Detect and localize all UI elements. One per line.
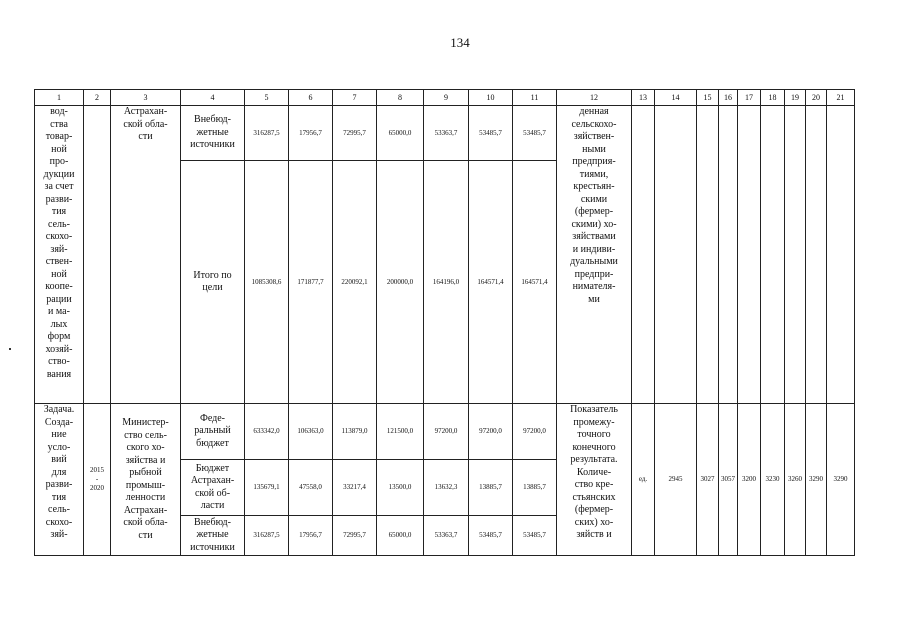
- value-cell: 106363,0: [289, 404, 333, 460]
- value-cell: 200000,0: [377, 161, 424, 404]
- value-cell: 53485,7: [469, 516, 513, 556]
- value-cell: 316287,5: [245, 106, 289, 161]
- value-cell: 164571,4: [513, 161, 557, 404]
- header-cell: 12: [557, 90, 632, 106]
- page-number: 134: [450, 35, 470, 50]
- empty-cell: [761, 106, 785, 404]
- empty-cell: [697, 106, 719, 404]
- value-cell: 13500,0: [377, 460, 424, 516]
- value-cell: 97200,0: [513, 404, 557, 460]
- indicator-value: 3290: [806, 404, 827, 556]
- header-cell: 7: [333, 90, 377, 106]
- empty-cell: [655, 106, 697, 404]
- indicator-value: 3290: [827, 404, 855, 556]
- value-cell: 164571,4: [469, 161, 513, 404]
- value-cell: 17956,7: [289, 516, 333, 556]
- value-cell: 53363,7: [424, 106, 469, 161]
- header-cell: 9: [424, 90, 469, 106]
- value-cell: 65000,0: [377, 106, 424, 161]
- value-cell: 633342,0: [245, 404, 289, 460]
- table-row: [35, 404, 855, 460]
- header-cell: 16: [719, 90, 738, 106]
- header-cell: 14: [655, 90, 697, 106]
- indicator-value: 2945: [655, 404, 697, 556]
- budget-table: [34, 89, 855, 556]
- value-cell: 13632,3: [424, 460, 469, 516]
- header-cell: 20: [806, 90, 827, 106]
- period-cell: 2015 - 2020: [84, 404, 111, 556]
- value-cell: 33217,4: [333, 460, 377, 516]
- executor-cell: Астрахан- ской обла- сти: [111, 106, 181, 404]
- executor-cell: Министер- ство сель- ского хо- зяйства и рыбной промыш- ленности Астрахан- ской обла- сти: [111, 404, 181, 556]
- header-cell: 19: [785, 90, 806, 106]
- value-cell: 220092,1: [333, 161, 377, 404]
- unit-cell: ед.: [632, 404, 655, 556]
- value-cell: 316287,5: [245, 516, 289, 556]
- value-cell: 72995,7: [333, 516, 377, 556]
- value-cell: 17956,7: [289, 106, 333, 161]
- funding-source: Феде- ральный бюджет: [181, 404, 245, 460]
- indicator-description: денная сельскохо- зяйствен- ными предприя- тиями, крестьян- скими (фермер- скими) хо- зяйствами и индиви- дуальными предпри- нимателя- ми: [557, 106, 632, 404]
- indicator-value: 3200: [738, 404, 761, 556]
- value-cell: 53485,7: [513, 106, 557, 161]
- header-cell: 3: [111, 90, 181, 106]
- value-cell: 53485,7: [513, 516, 557, 556]
- scan-speck: [9, 348, 11, 350]
- indicator-value: 3057: [719, 404, 738, 556]
- header-cell: 2: [84, 90, 111, 106]
- value-cell: 113879,0: [333, 404, 377, 460]
- value-cell: 65000,0: [377, 516, 424, 556]
- empty-cell: [785, 106, 806, 404]
- empty-cell: [738, 106, 761, 404]
- value-cell: 53363,7: [424, 516, 469, 556]
- funding-source: Бюджет Астрахан- ской об- ласти: [181, 460, 245, 516]
- header-cell: 10: [469, 90, 513, 106]
- header-cell: 8: [377, 90, 424, 106]
- empty-cell: [632, 106, 655, 404]
- value-cell: 13885,7: [469, 460, 513, 516]
- header-cell: 18: [761, 90, 785, 106]
- goal-description: вод- ства товар- ной про- дукции за счет разви- тия сель- скохо- зяй- ствен- ной коопе- рации и ма- лых форм хозяй- ство- вания: [35, 106, 84, 404]
- funding-source: Итого по цели: [181, 161, 245, 404]
- header-cell: 1: [35, 90, 84, 106]
- value-cell: 164196,0: [424, 161, 469, 404]
- indicator-description: Показатель промежу- точного конечного результата. Количе- ство кре- стьянских (фермер- ских) хо- зяйств и: [557, 404, 632, 556]
- empty-cell: [827, 106, 855, 404]
- value-cell: 47558,0: [289, 460, 333, 516]
- header-row: [35, 90, 855, 106]
- empty-cell: [719, 106, 738, 404]
- value-cell: 53485,7: [469, 106, 513, 161]
- funding-source: Внебюд- жетные источники: [181, 106, 245, 161]
- indicator-value: 3260: [785, 404, 806, 556]
- header-cell: 4: [181, 90, 245, 106]
- header-cell: 11: [513, 90, 557, 106]
- empty-cell: [806, 106, 827, 404]
- header-cell: 13: [632, 90, 655, 106]
- value-cell: 121500,0: [377, 404, 424, 460]
- table-row: [35, 106, 855, 161]
- task-description: Задача. Созда- ние усло- вий для разви- тия сель- скохо- зяй-: [35, 404, 84, 556]
- header-cell: 17: [738, 90, 761, 106]
- value-cell: 72995,7: [333, 106, 377, 161]
- header-cell: 21: [827, 90, 855, 106]
- header-cell: 15: [697, 90, 719, 106]
- value-cell: 13885,7: [513, 460, 557, 516]
- value-cell: 97200,0: [424, 404, 469, 460]
- value-cell: 171877,7: [289, 161, 333, 404]
- funding-source: Внебюд- жетные источники: [181, 516, 245, 556]
- value-cell: 1085308,6: [245, 161, 289, 404]
- value-cell: 97200,0: [469, 404, 513, 460]
- period-cell: [84, 106, 111, 404]
- indicator-value: 3230: [761, 404, 785, 556]
- value-cell: 135679,1: [245, 460, 289, 516]
- indicator-value: 3027: [697, 404, 719, 556]
- header-cell: 5: [245, 90, 289, 106]
- header-cell: 6: [289, 90, 333, 106]
